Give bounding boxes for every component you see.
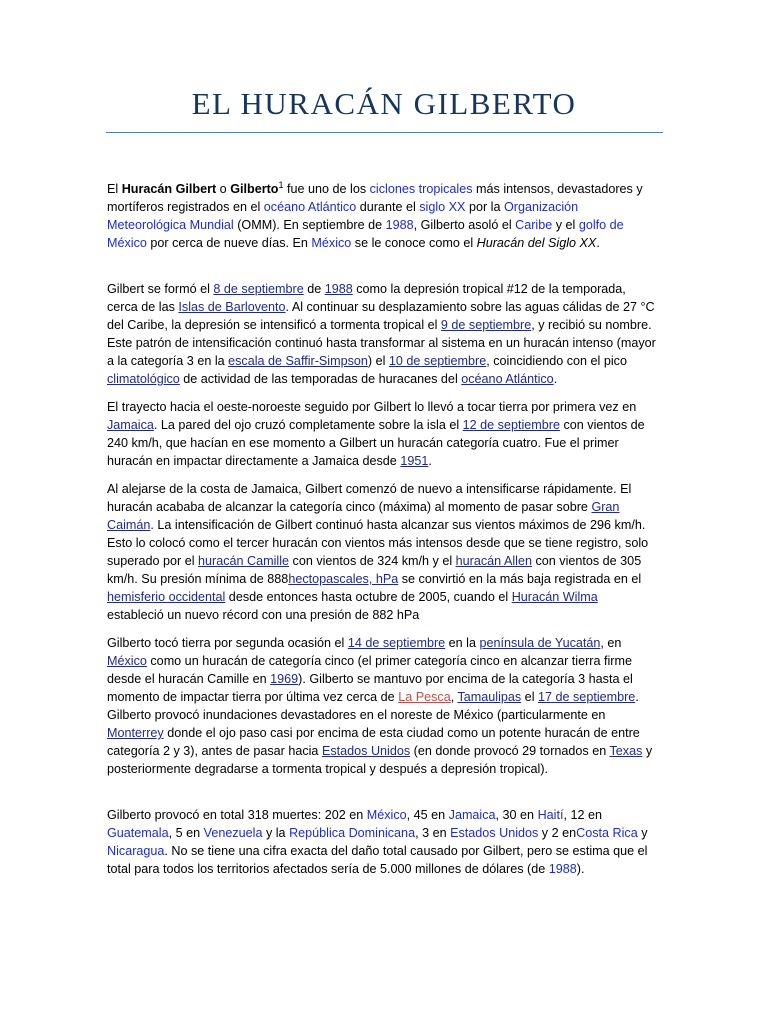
link-1988[interactable]: 1988	[324, 282, 353, 296]
article-body	[107, 180, 657, 878]
link-1988[interactable]: 1988	[548, 862, 577, 876]
link-republica-dominicana[interactable]: República Dominicana	[289, 826, 416, 840]
link-1969[interactable]: 1969	[270, 672, 299, 686]
link-hemisferio-occidental[interactable]: hemisferio occidental	[107, 590, 226, 604]
paragraph-formation: Gilbert se formó el 8 de septiembre de 1988 como la depresión tropical #12 de la temporada, cerca de las Islas de Barlovento. Al continuar su desplazamiento sobre las aguas cálidas de 27 °C del Caribe, la depresión se intensificó a tormenta tropical el 9 de septiembre, y recibió su nombre. Este patrón de intensificación continuó hasta transformar al sistema en un huracán intenso (mayor a la categoría 3 en la escala de Saffir-Simpson) el 10 de septiembre, coincidiendo con el pico climatológico de actividad de las temporadas de huracanes del océano Atlántico.	[107, 282, 656, 386]
link-estados-unidos[interactable]: Estados Unidos	[450, 826, 539, 840]
link-golfo-de-mexico[interactable]: golfo de México	[107, 218, 624, 250]
link-nicaragua[interactable]: Nicaragua	[107, 844, 165, 858]
term-gilberto: Gilberto	[230, 182, 279, 196]
link-mexico[interactable]: México	[311, 236, 352, 250]
link-oceano-atlantico[interactable]: océano Atlántico	[461, 372, 554, 386]
link-haiti[interactable]: Haití	[537, 808, 564, 822]
link-huracan-wilma[interactable]: Huracán Wilma	[511, 590, 598, 604]
nickname: Huracán del Siglo XX	[476, 236, 597, 250]
link-gran-caiman[interactable]: Gran Caimán	[107, 500, 620, 532]
paragraph-jamaica: El trayecto hacia el oeste-noroeste seguido por Gilbert lo llevó a tocar tierra por primera vez en Jamaica. La pared del ojo cruzó completamente sobre la isla el 12 de septiembre con vientos de 240 km/h, que hacían en ese momento a Gilbert un huracán categoría cuatro. Fue el primer huracán en impactar directamente a Jamaica desde 1951.	[107, 400, 645, 468]
link-islas-de-barlovento[interactable]: Islas de Barlovento	[178, 300, 286, 314]
link-9-de-septiembre[interactable]: 9 de septiembre	[440, 318, 532, 332]
link-climatologico[interactable]: climatológico	[107, 372, 180, 386]
link-costa-rica[interactable]: Costa Rica	[576, 826, 638, 840]
page-title: EL HURACÁN GILBERTO	[191, 86, 577, 121]
link-12-de-septiembre[interactable]: 12 de septiembre	[462, 418, 560, 432]
term-huracan-gilbert: Huracán Gilbert	[121, 182, 217, 196]
link-guatemala[interactable]: Guatemala	[107, 826, 169, 840]
link-venezuela[interactable]: Venezuela	[203, 826, 263, 840]
link-peninsula-de-yucatan[interactable]: península de Yucatán	[479, 636, 601, 650]
link-oceano-atlantico[interactable]: océano Atlántico	[263, 200, 357, 214]
title-divider	[106, 132, 663, 133]
link-mexico[interactable]: México	[366, 808, 407, 822]
link-mexico[interactable]: México	[107, 654, 147, 668]
link-ciclones-tropicales[interactable]: ciclones tropicales	[369, 182, 473, 196]
link-caribe[interactable]: Caribe	[515, 218, 553, 232]
link-1988[interactable]: 1988	[385, 218, 414, 232]
link-escala-saffir-simpson[interactable]: escala de Saffir-Simpson	[228, 354, 368, 368]
paragraph-intro: El Huracán Gilbert o Gilberto$^1$ fue uno de los ciclones tropicales más intensos, devastadores y mortíferos registrados en el océano Atlántico durante el siglo XX por la Organización Meteorológica Mundial (OMM). En septiembre de 1988, Gilberto asoló el Caribe y el golfo de México por cerca de nueve días. En México se le conoce como el Huracán del Siglo XX.	[107, 179, 643, 250]
link-huracan-allen[interactable]: huracán Allen	[455, 554, 532, 568]
link-estados-unidos[interactable]: Estados Unidos	[321, 744, 411, 758]
link-1951[interactable]: 1951	[400, 454, 429, 468]
paragraph-intensification: Al alejarse de la costa de Jamaica, Gilbert comenzó de nuevo a intensificarse rápidamente. El huracán acababa de alcanzar la categoría cinco (máxima) al momento de pasar sobre Gran Caimán. La intensificación de Gilbert continuó hasta alcanzar sus vientos máximos de 296 km/h. Esto lo colocó como el tercer huracán con vientos más intensos desde que se tiene registro, solo superado por el huracán Camille con vientos de 324 km/h y el huracán Allen con vientos de 305 km/h. Su presión mínima de 888hectopascales, hPa se convirtió en la más baja registrada en el hemisferio occidental desde entonces hasta octubre de 2005, cuando el Huracán Wilma estableció un nuevo récord con una presión de 882 hPa	[107, 482, 649, 622]
link-8-de-septiembre[interactable]: 8 de septiembre	[213, 282, 304, 296]
paragraph-casualties: Gilberto provocó en total 318 muertes: 202 en México, 45 en Jamaica, 30 en Haití, 12 en Guatemala, 5 en Venezuela y la República Dominicana, 3 en Estados Unidos y 2 enCosta Rica y Nicaragua. No se tiene una cifra exacta del daño total causado por Gilbert, pero se estima que el total para todos los territorios afectados sería de 5.000 millones de dólares (de 1988).	[107, 808, 648, 876]
link-monterrey[interactable]: Monterrey	[107, 726, 164, 740]
link-huracan-camille[interactable]: huracán Camille	[198, 554, 290, 568]
link-jamaica[interactable]: Jamaica	[107, 418, 154, 432]
link-10-de-septiembre[interactable]: 10 de septiembre	[388, 354, 487, 368]
link-hectopascales[interactable]: hectopascales, hPa	[288, 572, 399, 586]
link-tamaulipas[interactable]: Tamaulipas	[457, 690, 522, 704]
link-jamaica[interactable]: Jamaica	[448, 808, 496, 822]
link-siglo-xx[interactable]: siglo XX	[419, 200, 466, 214]
paragraph-landfall: Gilberto tocó tierra por segunda ocasión el 14 de septiembre en la península de Yucatán, en México como un huracán de categoría cinco (el primer categoría cinco en alcanzar tierra firme desde el huracán Camille en 1969). Gilberto se mantuvo por encima de la categoría 3 hasta el momento de impactar tierra por última vez cerca de La Pesca, Tamaulipas el 17 de septiembre. Gilberto provocó inundaciones devastadores en el noreste de México (particularmente en Monterrey donde el ojo paso casi por encima de esta ciudad como un potente huracán de entre categoría 2 y 3), antes de pasar hacia Estados Unidos (en donde provocó 29 tornados en Texas y posteriormente degradarse a tormenta tropical y después a depresión tropical).	[107, 636, 653, 776]
footnote-ref: 1	[278, 179, 284, 190]
link-texas[interactable]: Texas	[609, 744, 643, 758]
link-omm[interactable]: Organización Meteorológica Mundial	[107, 200, 579, 232]
link-17-de-septiembre[interactable]: 17 de septiembre	[538, 690, 636, 704]
link-la-pesca[interactable]: La Pesca	[398, 690, 451, 704]
link-14-de-septiembre[interactable]: 14 de septiembre	[347, 636, 446, 650]
